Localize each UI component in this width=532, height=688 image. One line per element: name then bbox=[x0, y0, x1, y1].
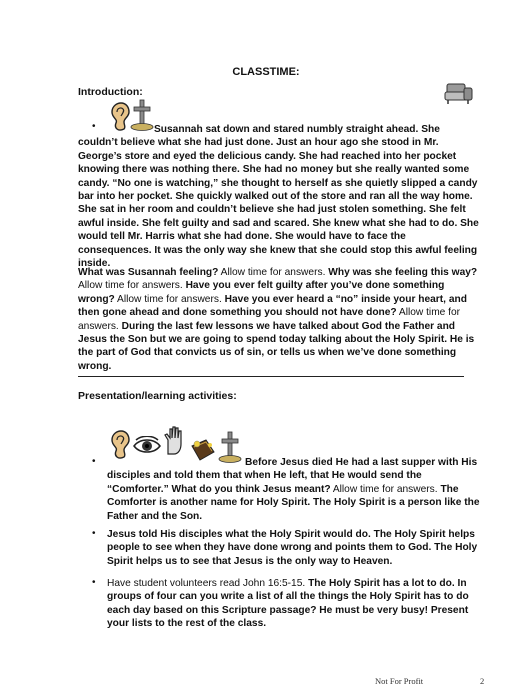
question-3: Have you ever felt guilty after you’ve done something wrong? bbox=[78, 280, 445, 305]
intro-questions bbox=[78, 266, 480, 373]
page-number: 2 bbox=[480, 676, 485, 686]
question-5: During the last few lessons we have talked about God the Father and Jesus the Son but we are going to spend today talking about the Holy Spirit. He is the part of God that convicts us of sin, or tells us when we’ve done something wrong. bbox=[78, 320, 475, 372]
answer-prompt-2: Allow time for answers. bbox=[78, 280, 186, 292]
answer-prompt-1: Allow time for answers. bbox=[218, 267, 329, 278]
bullet-3-text bbox=[107, 577, 485, 631]
bullet-3-activity: The Holy Spirit has a lot to do. In groups of four can you write a list of all the things the Holy Spirit has to do each day based on this Scripture passage? He must be very busy! Present your lists to the rest of the class. bbox=[107, 578, 469, 630]
hand-icon bbox=[162, 426, 188, 456]
bullet-1-text bbox=[107, 456, 485, 523]
bullet-3-instruction: Have student volunteers read John 16:5-15. bbox=[107, 578, 309, 589]
bullet: • bbox=[92, 528, 96, 539]
bullet: • bbox=[92, 456, 96, 467]
section-divider bbox=[78, 376, 464, 377]
footer-text: Not For Profit bbox=[375, 676, 424, 686]
question-2: Why was she feeling this way? bbox=[328, 267, 478, 278]
bullet-2-text: Jesus told His disciples what the Holy Spirit would do. The Holy Spirit helps people to see when they have done wrong and points them to God. The Holy Spirit helps us to see that Jesus is the only way to Heaven. bbox=[107, 529, 478, 567]
answer-prompt-4: Allow time for answers. bbox=[78, 307, 461, 332]
presentation-label: Presentation/learning activities: bbox=[78, 390, 237, 402]
eye-icon bbox=[132, 436, 162, 456]
bullet-1-explanation: The Comforter is another name for Holy Spirit. The Holy Spirit is a person like the Father and the Son. bbox=[107, 483, 480, 522]
bullet: • bbox=[92, 577, 96, 588]
question-1: What was Susannah feeling? bbox=[78, 267, 219, 278]
answer-prompt-3: Allow time for answers. bbox=[114, 293, 225, 305]
bullet-1-question: Before Jesus died He had a last supper with His disciples and told them that when He left, that He would send the “Comforter.” What do you think Jesus meant? bbox=[107, 457, 478, 495]
page-title: CLASSTIME: bbox=[232, 66, 300, 78]
bullet: • bbox=[92, 121, 96, 132]
story-text: Susannah sat down and stared numbly straight ahead. She couldn’t believe what she had just done. Just an hour ago she stood in Mr. George’s store and eyed the delicious candy. She had reached into her pocket knowing there was nothing there. She had no money but she really wanted some candy. “No one is watching,” she thought to herself as she quietly slipped a candy bar into her pocket. She quickly walked out of the store and ran all the way home. She sat in her room and couldn’t believe she had just stolen something. She felt awful inside. She felt guilty and sad and scared. She knew what she had to do. She would tell Mr. Harris what she had done. She would have to face the consequences. It was the only way she knew that she could stop this awful feeling inside. bbox=[78, 124, 479, 270]
couch-icon bbox=[444, 82, 474, 106]
intro-label: Introduction: bbox=[78, 86, 143, 98]
intro-story bbox=[78, 123, 480, 270]
question-4: Have you ever heard a “no” inside your heart, and then gone ahead and done something you should not have done? bbox=[78, 293, 467, 319]
bullet-1-answer-prompt: Allow time for answers. bbox=[330, 483, 441, 495]
